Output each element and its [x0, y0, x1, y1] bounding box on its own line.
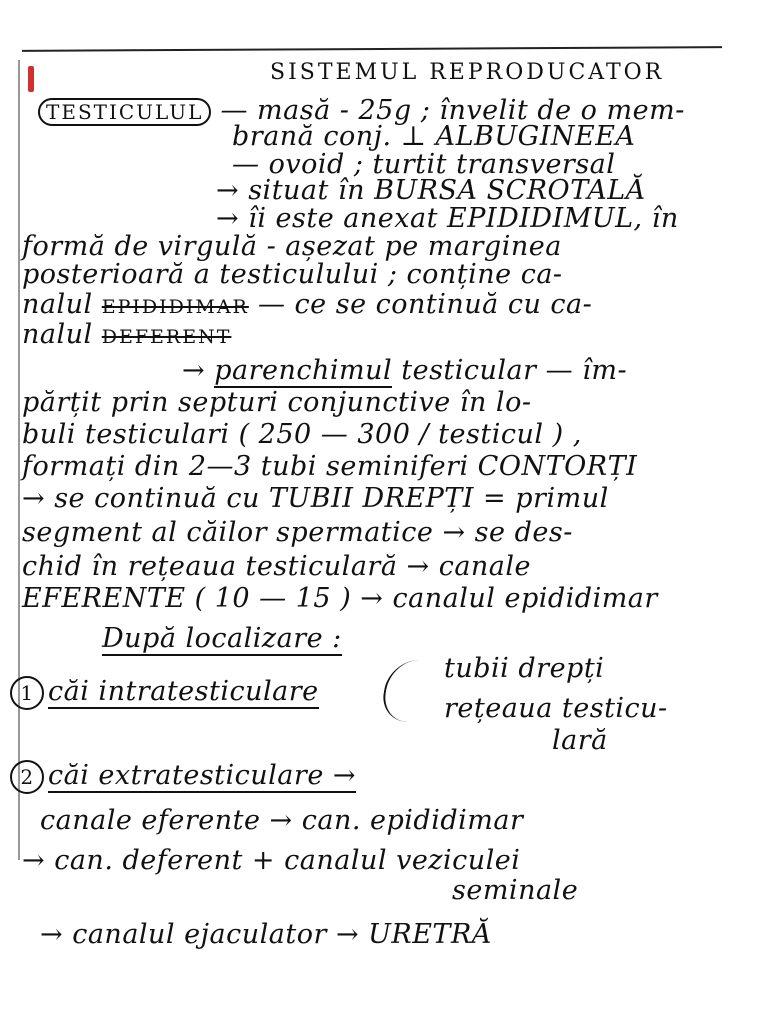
note-line-9	[22, 320, 231, 352]
note-line-2: brană conj. ⊥ ALBUGINEEA	[232, 121, 636, 152]
note-line-11: părțit prin septuri conjunctive în lo-	[22, 387, 532, 418]
item-number-circle: 1	[10, 676, 44, 710]
boxed-term: TESTICULUL	[38, 98, 211, 126]
item-1	[10, 676, 319, 710]
note-line-26: seminale	[452, 875, 579, 906]
item-1-branch-a: tubii drepți	[444, 653, 605, 684]
note-line-24: canale eferente → can. epididimar	[40, 805, 524, 836]
brace-bracket	[379, 660, 432, 722]
note-line-5: → îi este anexat EPIDIDIMUL, în	[216, 203, 679, 234]
note-line-3: — ovoid ; turtit transversal	[232, 149, 616, 180]
line-text: nalul	[22, 319, 102, 350]
note-line-25: → can. deferent + canalul veziculei	[22, 845, 521, 876]
note-line-6: formă de virgulă - așezat pe marginea	[22, 231, 562, 262]
struck-term: EPIDIDIMAR	[101, 296, 249, 318]
line-text: →	[182, 355, 215, 386]
note-line-8	[22, 290, 592, 322]
note-line-13: formați din 2—3 tubi seminiferi CONTORȚI	[22, 451, 638, 482]
note-line-15: segment al căilor spermatice → se des-	[22, 517, 573, 548]
item-1-branch-b-cont: lară	[552, 725, 608, 756]
note-line-17: EFERENTE ( 10 — 15 ) → canalul epididimar	[22, 583, 658, 614]
note-line-7: posterioară a testiculului ; conține ca-	[22, 259, 563, 290]
item-number-circle: 2	[10, 760, 44, 794]
line-text: — ce se continuă cu ca-	[248, 289, 593, 320]
page-title: SISTEMUL REPRODUCATOR	[270, 60, 665, 85]
margin-line	[18, 60, 20, 860]
item-label: căi intratesticulare	[48, 676, 319, 707]
note-line-4: → situat în BURSA SCROTALĂ	[216, 175, 646, 206]
underlined-term: parenchimul	[214, 355, 393, 386]
struck-term: DEFERENT	[101, 326, 232, 348]
item-label: căi extratesticulare →	[48, 760, 356, 791]
note-line-12: buli testiculari ( 250 — 300 / testicul ) ,	[22, 419, 582, 450]
note-line-27: → canalul ejaculator → URETRĂ	[40, 919, 492, 950]
note-line-14: → se continuă cu TUBII DREPȚI = primul	[22, 483, 609, 514]
red-margin-mark	[28, 66, 34, 92]
item-2	[10, 760, 356, 794]
top-rule	[22, 46, 722, 52]
line-text: — masă - 25g ; învelit de o mem-	[211, 95, 685, 126]
line-text: nalul	[22, 289, 102, 320]
note-line-16: chid în rețeaua testiculară → canale	[22, 551, 532, 582]
section-heading: După localizare :	[102, 623, 342, 654]
note-line-10	[182, 356, 627, 386]
item-1-branch-b: rețeaua testicu-	[444, 693, 668, 724]
line-text: testicular — îm-	[392, 355, 628, 386]
